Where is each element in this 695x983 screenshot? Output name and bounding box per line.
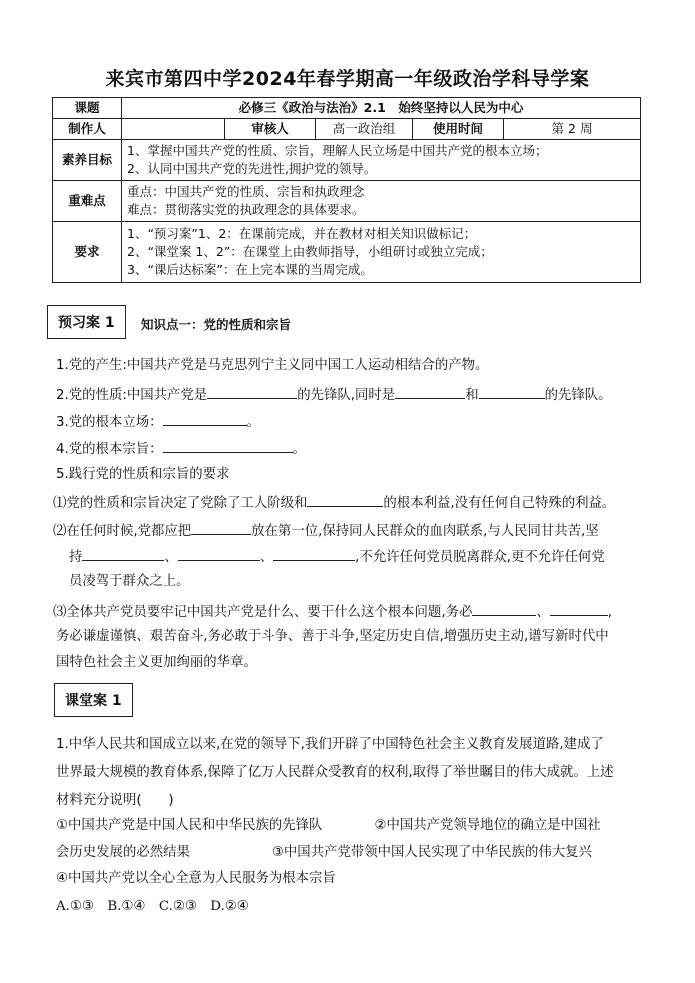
- focus-label: 重难点: [53, 181, 122, 222]
- author-value: [122, 119, 225, 140]
- preview-line-2: 2.党的性质:中国共产党是 的先锋队,同时是 和 的先锋队。: [56, 384, 612, 406]
- fill-blank[interactable]: [479, 384, 545, 399]
- option-2: ②中国共产党领导地位的确立是中国社: [374, 818, 601, 833]
- option-2-cont: 会历史发展的必然结果: [56, 845, 190, 860]
- preview-line-4: 4.党的根本宗旨： 。: [56, 438, 306, 460]
- question-line: 世界最大规模的教育体系,保障了亿万人民群众受教育的权利,取得了举世瞩目的伟大成就。上述: [56, 765, 614, 780]
- option-3: ③中国共产党带领中国人民实现了中华民族的伟大复兴: [271, 845, 592, 860]
- document-title: 来宾市第四中学2024年春学期高一年级政治学科导学案: [105, 68, 590, 90]
- fill-blank[interactable]: [82, 546, 164, 561]
- fill-blank[interactable]: [472, 601, 536, 616]
- requirement-point-2: ⑵在任何时候,党都应把 放在第一位,保持同人民群众的血肉联系,与人民同甘共苦,坚: [53, 520, 599, 542]
- table-row: [53, 222, 641, 283]
- focus-cell: [122, 181, 641, 222]
- table-row: [53, 119, 641, 140]
- fill-blank[interactable]: [163, 438, 293, 453]
- time-label: 使用时间: [413, 119, 504, 140]
- goal-line: 2、认同中国共产党的先进性,拥护党的领导。: [127, 161, 377, 176]
- preview-box: 预习案 1: [47, 305, 126, 339]
- fill-blank[interactable]: [273, 546, 355, 561]
- preview-line-1: 1.党的产生:中国共产党是马克思列宁主义同中国工人运动相结合的产物。: [56, 358, 489, 373]
- requirement-line: 2、“课堂案 1、2”：在课堂上由教师指导，小组研讨或独立完成；: [127, 244, 493, 259]
- preview-line-3: 3.党的根本立场： 。: [56, 411, 260, 433]
- topic-value: 必修三《政治与法治》2.1 始终坚持以人民为中心: [122, 98, 641, 119]
- option-line: [56, 843, 592, 863]
- requirement-point-3: ⑶全体共产党员要牢记中国共产党是什么、要干什么这个根本问题,务必 、 ,: [53, 601, 612, 623]
- requirements-label: 要求: [53, 222, 122, 283]
- goals-cell: [122, 140, 641, 181]
- fill-blank[interactable]: [178, 546, 260, 561]
- goals-label: 素养目标: [53, 140, 122, 181]
- requirement-point-3-end: 国特色社会主义更加绚丽的华章。: [56, 655, 257, 670]
- author-label: 制作人: [53, 119, 122, 140]
- requirement-point-2-cont: 持 、 、 ,不允许任何党员脱离群众,更不允许任何党: [69, 546, 605, 568]
- option-1: ①中国共产党是中国人民和中华民族的先锋队: [56, 818, 323, 833]
- table-row: [53, 140, 641, 181]
- fill-blank[interactable]: [163, 411, 247, 426]
- fill-blank[interactable]: [550, 601, 608, 616]
- requirement-point-1: ⑴党的性质和宗旨决定了党除了工人阶级和 的根本利益,没有任何自己特殊的利益。: [53, 492, 615, 514]
- answer-choices: A.①③ B.①④ C.②③ D.②④: [56, 899, 249, 914]
- option-4: ④中国共产党以全心全意为人民服务为根本宗旨: [56, 871, 336, 886]
- course-info-table: [52, 97, 641, 283]
- topic-label: 课题: [53, 98, 122, 119]
- fill-blank[interactable]: [191, 520, 251, 535]
- fill-blank[interactable]: [207, 384, 297, 399]
- time-value: 第 2 周: [504, 119, 641, 140]
- classroom-box: 课堂案 1: [54, 683, 133, 717]
- requirement-line: 1、“预习案”1、2：在课前完成，并在教材对相关知识做标记；: [127, 226, 477, 241]
- preview-line-5: 5.践行党的性质和宗旨的要求: [56, 467, 230, 482]
- reviewer-value: 高一政治组: [316, 119, 413, 140]
- fill-blank[interactable]: [395, 384, 465, 399]
- requirement-point-3-cont: 务必谦虚谨慎、艰苦奋斗,务必敢于斗争、善于斗争,坚定历史自信,增强历史主动,谱写新时代中: [56, 629, 609, 644]
- goal-line: 1、掌握中国共产党的性质、宗旨，理解人民立场是中国共产党的根本立场；: [127, 143, 548, 158]
- requirements-cell: [122, 222, 641, 283]
- focus-line: 重点：中国共产党的性质、宗旨和执政理念: [127, 184, 365, 199]
- focus-line: 难点：贯彻落实党的执政理念的具体要求。: [127, 202, 365, 217]
- fill-blank[interactable]: [307, 492, 383, 507]
- table-row: [53, 181, 641, 222]
- question-line: 材料充分说明( ): [56, 793, 174, 808]
- reviewer-label: 审核人: [225, 119, 316, 140]
- question-line: 1.中华人民共和国成立以来,在党的领导下,我们开辟了中国特色社会主义教育发展道路,建成了: [56, 737, 604, 752]
- knowledge-point-heading: 知识点一：党的性质和宗旨: [141, 317, 292, 332]
- requirement-point-2-end: 员凌驾于群众之上。: [69, 574, 190, 589]
- table-row: [53, 98, 641, 119]
- option-line: [56, 816, 601, 836]
- requirement-line: 3、“课后达标案”：在上完本课的当周完成。: [127, 262, 373, 277]
